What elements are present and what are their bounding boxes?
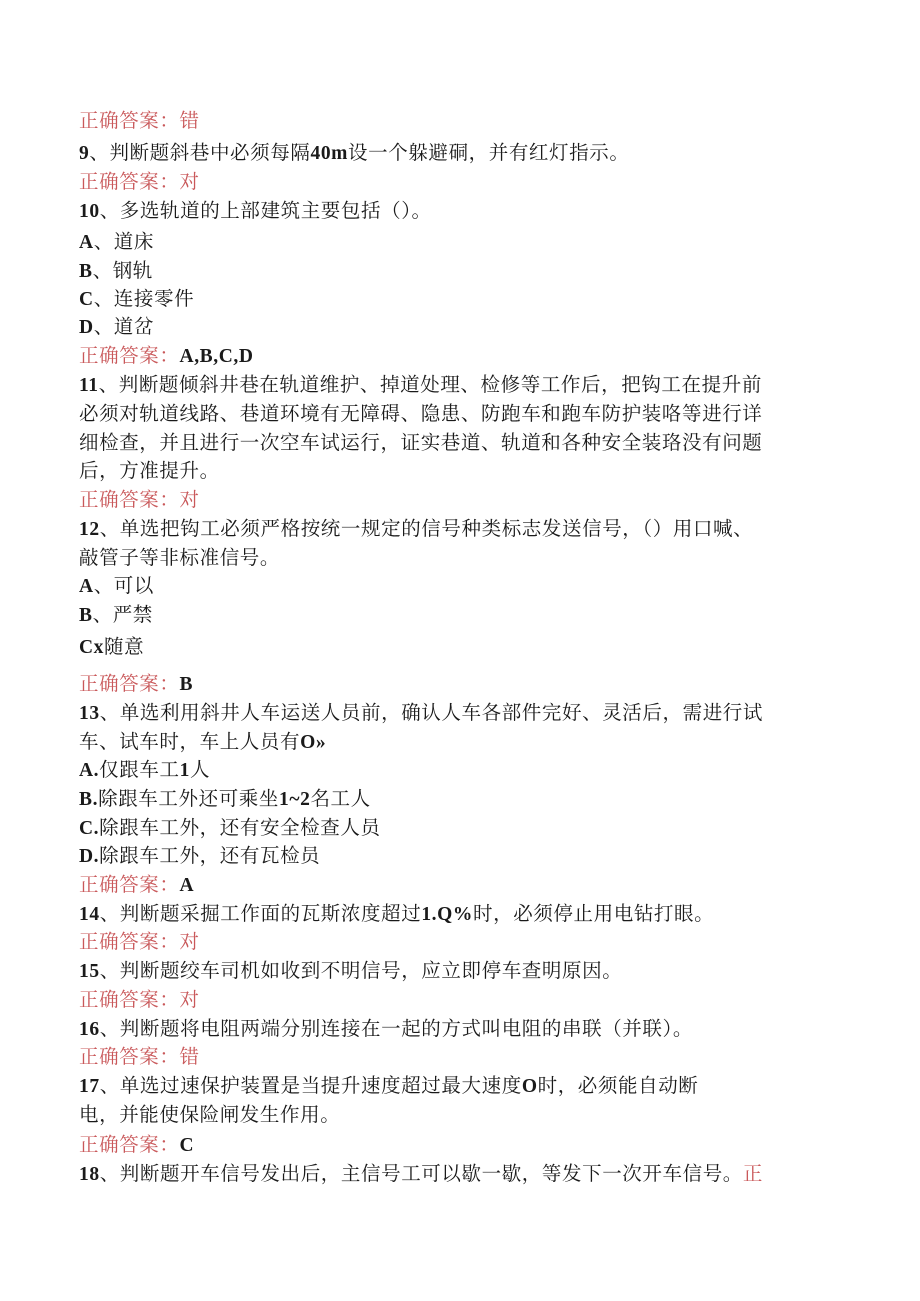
option-line: B.除跟车工外还可乘坐1~2名工人 [79,787,371,810]
option-line: C、连接零件 [79,287,195,310]
question-text: 必须对轨道线路、巷道环境有无障碍、隐患、防跑车和跑车防护装咯等进行详 [79,402,763,425]
option-line: B、钢轨 [79,259,153,282]
question-15: 15、判断题绞车司机如收到不明信号，应立即停车查明原因。 [79,959,623,982]
answer-line: 正确答案：C [79,1133,195,1156]
answer-line: 正确答案：对 [79,988,200,1011]
answer-line: 正确答案：错 [79,1045,200,1068]
question-text: 敲管子等非标准信号。 [79,546,281,569]
option-line: A.仅跟车工1人 [79,758,211,781]
answer-line: 正确答案：错 [79,109,200,132]
question-18: 18、判断题开车信号发出后，主信号工可以歇一歇，等发下一次开车信号。正 [79,1162,764,1185]
answer-line: 正确答案：A,B,C,D [79,344,254,367]
question-text: 电，并能使保险闸发生作用。 [79,1103,341,1126]
answer-line: 正确答案：B [79,672,194,695]
option-line: Cx随意 [79,635,145,658]
question-12: 12、单选把钩工必须严格按统一规定的信号种类标志发送信号，（）用口喊、 [79,517,754,540]
question-13: 13、单选利用斜井人车运送人员前，确认人车各部件完好、灵活后，需进行试 [79,701,764,724]
question-text: 车、试车时，车上人员有O» [79,730,327,753]
answer-line: 正确答案：A [79,873,195,896]
question-17: 17、单选过速保护装置是当提升速度超过最大速度O时，必须能自动断 [79,1074,699,1097]
question-text: 细检查，并且进行一次空车试运行，证实巷道、轨道和各种安全装珞没有问题 [79,431,763,454]
answer-line: 正确答案：对 [79,170,200,193]
question-14: 14、判断题采掘工作面的瓦斯浓度超过1.Q%时，必须停止用电钻打眼。 [79,902,715,925]
answer-line: 正确答案：对 [79,488,200,511]
option-line: A、道床 [79,230,154,253]
question-16: 16、判断题将电阻两端分别连接在一起的方式叫电阻的串联（并联）。 [79,1017,693,1040]
option-line: C.除跟车工外，还有安全检查人员 [79,816,381,839]
question-10: 10、多选轨道的上部建筑主要包括（）。 [79,199,432,222]
option-line: D.除跟车工外，还有瓦检员 [79,844,321,867]
question-11: 11、判断题倾斜井巷在轨道维护、掉道处理、检修等工作后，把钩工在提升前 [79,373,762,396]
question-text: 后，方准提升。 [79,459,220,482]
option-line: D、道岔 [79,315,154,338]
option-line: A、可以 [79,574,154,597]
answer-line: 正确答案：对 [79,930,200,953]
option-line: B、严禁 [79,603,153,626]
question-9: 9、判断题斜巷中必须每隔40m设一个躲避硐，并有红灯指示。 [79,141,630,164]
